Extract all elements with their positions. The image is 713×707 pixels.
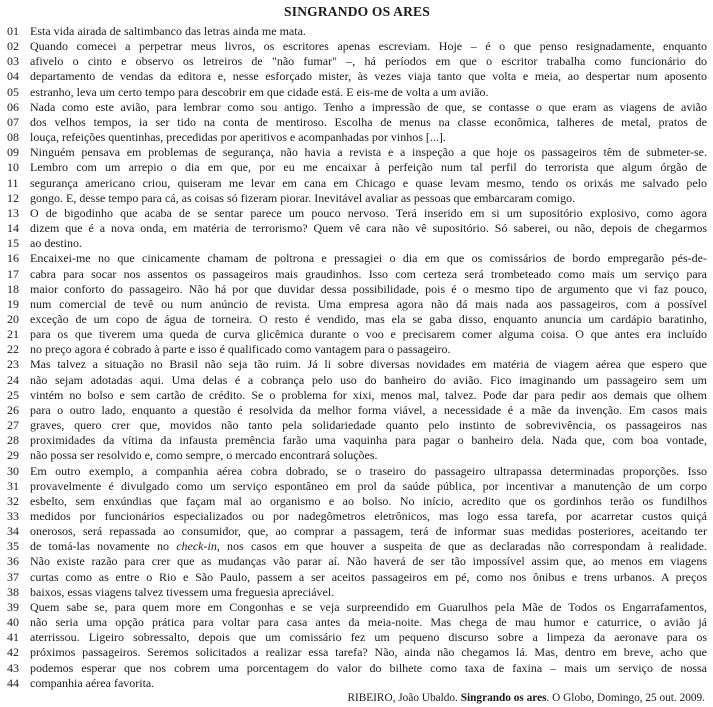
line-number: 09: [7, 145, 19, 160]
line-text: vintém no bolso e sem cartão de crédito. Se o problema for xixi, menos mal, talvez. Pode dar para pedir aos demais que olhem: [30, 387, 707, 402]
text-line: [7, 615, 707, 630]
line-number: 30: [7, 463, 19, 478]
line-text: Em outro exemplo, a companhia aérea cobra dobrado, se o traseiro do passageiro ultrapassa determinadas proporções. Isso: [30, 463, 707, 478]
line-text: no preço agora é cobrado à parte e isso é qualificado como vantagem para o passageiro.: [30, 342, 451, 357]
line-text: próximos passageiros. Seremos solicitados a realizar essa tarefa? Não, ainda não chegamos lá. Mas, dentro em breve, acho que: [30, 645, 707, 660]
line-number: 15: [7, 236, 19, 251]
line-number: 28: [7, 433, 19, 448]
text-line: [7, 69, 707, 84]
line-number: 17: [7, 266, 19, 281]
citation-text: RIBEIRO, João Ubaldo. Singrando os ares. O Globo, Domingo, 25 out. 2009.: [347, 691, 705, 704]
line-text: afivelo o cinto e observo os letreiros de "não fumar" –, há períodos em que o escritor trabalha como funcionário do: [30, 54, 707, 69]
text-line: [7, 448, 707, 463]
line-text: podemos esperar que nos cobrem uma porcentagem do valor do bilhete como taxa de faxina – mais um serviço de nossa: [30, 660, 707, 675]
line-number: 40: [7, 615, 19, 630]
line-number: 10: [7, 160, 19, 175]
text-line: [7, 85, 707, 100]
text-line: [7, 403, 707, 418]
line-number: 20: [7, 311, 19, 326]
line-number: 42: [7, 645, 19, 660]
line-text: Esta vida airada de saltimbanco das letras ainda me mata.: [30, 24, 306, 38]
line-text: graves, quero crer que, movidos não tanto pela solidariedade quanto pelo instinto de sobrevivência, os passageiros nas: [30, 418, 707, 433]
line-text: dos velhos tempos, ia ser tido na conta de mentiroso. Escolha de menus na classe econômica, talheres de metal, pratos de: [30, 114, 707, 129]
text-line: [7, 539, 707, 554]
line-number: 14: [7, 221, 19, 236]
line-text: exceção de um copo de água de torneira. O resto é vendido, mas ela se gaba disso, enquanto anuncia um cardápio baratinho,: [30, 311, 707, 326]
text-line: [7, 524, 707, 539]
text-line: [7, 509, 707, 524]
text-line: [7, 176, 707, 191]
text-line: [7, 479, 707, 494]
text-line: [7, 342, 707, 357]
line-text: Nada como este avião, para lembrar como sou antigo. Tenho a impressão de que, se contasse o que eram as viagens de avião: [30, 99, 707, 114]
line-text: aterrissou. Ligeiro sobressalto, depois que um comissário fez um pequeno discurso sobre a limpeza da aeronave para os: [30, 630, 707, 645]
text-line: [7, 24, 707, 39]
text-line: [7, 464, 707, 479]
line-text: esbelto, sem enxúndias que façam mal ao organismo e ao bolso. No início, acredito que os gordinhos terão os fundilhos: [30, 493, 707, 508]
text-line: [7, 282, 707, 297]
line-text: segurança americano criou, quiseram me levar em cana em Chicago e quase levam mesmo, tendo os orixás me salvado pelo: [30, 175, 707, 190]
line-number: 41: [7, 630, 19, 645]
text-line: [7, 130, 707, 145]
line-text: dizem que é a nova onda, em matéria de terrorismo? Quem vê cara não vê supositório. Só saberei, ou não, depois de chegarmos: [30, 221, 707, 236]
line-text: curtas como as entre o Rio e São Paulo, passem a ser aceitos passageiros em pé, como nos ônibus e trens urbanos. A preços: [30, 569, 707, 584]
text-line: [7, 251, 707, 266]
line-number: 27: [7, 418, 19, 433]
text-line: [7, 100, 707, 115]
line-number: 33: [7, 509, 19, 523]
line-number: 16: [7, 251, 19, 266]
line-number: 36: [7, 554, 19, 569]
text-line: [7, 433, 707, 448]
line-number: 29: [7, 448, 19, 463]
line-number: 26: [7, 402, 19, 417]
text-line: [7, 645, 707, 660]
line-number: 11: [7, 175, 19, 190]
line-number: 23: [7, 357, 19, 372]
line-text: Mas talvez a situação no Brasil não seja tão ruim. Já li sobre diversas novidades em matéria de viagem aérea que espero que: [30, 357, 707, 372]
text-line: [7, 676, 707, 691]
line-text: não sejam adotadas aqui. Uma delas é a cobrança pelo uso do banheiro do avião. Fico imaginando um passageiro sem um: [30, 372, 707, 387]
line-number: 35: [7, 539, 19, 554]
line-number: 07: [7, 114, 19, 129]
line-number: 05: [7, 84, 19, 99]
line-number: 31: [7, 478, 19, 493]
text-line: [7, 160, 707, 175]
text-line: [7, 600, 707, 615]
line-number: 12: [7, 190, 19, 205]
line-text: não seria uma opção prática para voltar para casa antes da meia-noite. Mas chega de mau humor e caturrice, o avião já: [30, 615, 707, 630]
line-number: 39: [7, 599, 19, 614]
line-number: 06: [7, 99, 19, 114]
line-number: 32: [7, 493, 19, 508]
line-number: 43: [7, 660, 19, 675]
line-text: cabra para socar nos assentos os passageiros mais graudinhos. Isso com certeza será trombeteado como mais um serviço para: [30, 266, 707, 281]
text-line: [7, 39, 707, 54]
line-number: 24: [7, 372, 19, 387]
line-text: departamento de vendas da editora e, nesse esforçado mister, às vezes viaja tanto que volta e meia, ao despertar num aposento: [30, 69, 707, 84]
line-number: 38: [7, 584, 19, 599]
line-text: Encaixei-me no que cinicamente chamam de poltrona e pressagiei o dia em que os comissários de bordo empregarão pés-de-: [30, 251, 707, 266]
document-title: SINGRANDO OS ARES: [284, 4, 430, 19]
text-line: [7, 357, 707, 372]
line-number: 01: [7, 24, 19, 38]
line-number: 13: [7, 205, 19, 220]
line-text: gongo. E, desse tempo para cá, as coisas só fizeram piorar. Inevitável avaliar as pessoas que embarcaram comigo.: [30, 190, 576, 205]
text-line: [7, 221, 707, 236]
line-text: Quem sabe se, para quem more em Congonhas e se veja surpreendido em Guarulhos pela Mãe de Todos os Engarrafamentos,: [30, 599, 707, 614]
line-number: 37: [7, 569, 19, 584]
text-line: [7, 570, 707, 585]
text-line: [7, 630, 707, 645]
text-line: [7, 191, 707, 206]
line-text: para o outro lado, enquanto a questão é resolvida da melhor forma viável, a necessidade é a mãe da invenção. Em casos mais: [30, 402, 707, 417]
text-line: [7, 388, 707, 403]
line-text: baixos, essas viagens talvez tivessem uma freguesia apreciável.: [30, 584, 335, 599]
line-text: Não existe razão para crer que as mudanças vão parar aí. Não haverá de ser tão impossível assim que, ao menos em viagens: [30, 554, 707, 569]
text-line: [7, 297, 707, 312]
line-text: medidos por funcionários especializados ou por nadegômetros eletrônicos, mas logo essa tarefa, por acarretar custos quiçá: [30, 509, 707, 523]
text-line: [7, 145, 707, 160]
text-body: [7, 24, 707, 691]
line-number: 21: [7, 327, 19, 342]
line-text: companhia aérea favorita.: [30, 675, 155, 690]
text-line: [7, 327, 707, 342]
line-number: 02: [7, 39, 19, 54]
line-number: 03: [7, 54, 19, 69]
text-line: [7, 312, 707, 327]
line-number: 22: [7, 342, 19, 357]
line-text: maior conforto do passageiro. Não há por que duvidar dessa possibilidade, pois é o mesmo tipo de argumento que vi faz pouco,: [30, 281, 707, 296]
line-text: de tomá-las novamente no check-in, nos casos em que houver a suspeita de que as declaradas não correspondam à realidade.: [30, 539, 707, 554]
text-line: [7, 373, 707, 388]
line-number: 18: [7, 281, 19, 296]
text-line: [7, 54, 707, 69]
text-line: [7, 115, 707, 130]
text-line: [7, 494, 707, 509]
line-text: ao destino.: [30, 236, 82, 251]
line-text: não possa ser resolvido e, como sempre, o mercado encontrará soluções.: [30, 448, 378, 463]
line-text: louça, refeições quentinhas, precedidas por aperitivos e acompanhadas por vinhos [...].: [30, 130, 446, 145]
line-number: 44: [7, 675, 19, 690]
line-text: proximidades da vítima da infausta premência farão uma vaquinha para pagar o banheiro dela. Nada que, com boa vontade,: [30, 433, 707, 448]
line-text: estranho, leva um certo tempo para descobrir em que cidade está. E eis-me de volta a um avião.: [30, 84, 489, 99]
text-line: [7, 418, 707, 433]
line-text: Quando comecei a perpetrar meus livros, os escritores apenas escreviam. Hoje – é o que penso resignadamente, enquanto: [30, 39, 707, 54]
line-text: num comercial de tevê ou num anúncio de revista. Uma empresa agora não dá mais nada aos passageiros, com a possível: [30, 296, 707, 311]
line-number: 04: [7, 69, 19, 84]
citation: [7, 692, 707, 705]
line-text: onerosos, será repassada ao consumidor, que, ao comprar a passagem, terá de informar suas medidas posteriores, aceitando ter: [30, 524, 707, 539]
text-line: [7, 661, 707, 676]
text-line: [7, 554, 707, 569]
line-text: Ninguém pensava em problemas de segurança, não havia a revista e a inspeção a que hoje os passageiros têm de submeter-se.: [30, 145, 707, 160]
text-line: [7, 585, 707, 600]
line-text: provavelmente é divulgado como um serviço espontâneo em prol da saúde pública, por incentivar a manutenção de um corpo: [30, 478, 707, 493]
text-line: [7, 267, 707, 282]
text-line: [7, 236, 707, 251]
line-text: O de bigodinho que acaba de se sentar parece um pouco nervoso. Terá inserido em si um supositório explosivo, como agora: [30, 205, 707, 220]
line-number: 08: [7, 130, 19, 145]
text-line: [7, 206, 707, 221]
line-text: para os que tiverem uma queda de curva glicêmica durante o voo e precisarem comer alguma coisa. O que antes era incluído: [30, 327, 707, 342]
line-text: Lembro com um arrepio o dia em que, por eu me encaixar à perfeição num tal perfil do terrorista que algum órgão de: [30, 160, 707, 175]
line-number: 25: [7, 387, 19, 402]
line-number: 34: [7, 524, 19, 539]
line-number: 19: [7, 296, 19, 311]
